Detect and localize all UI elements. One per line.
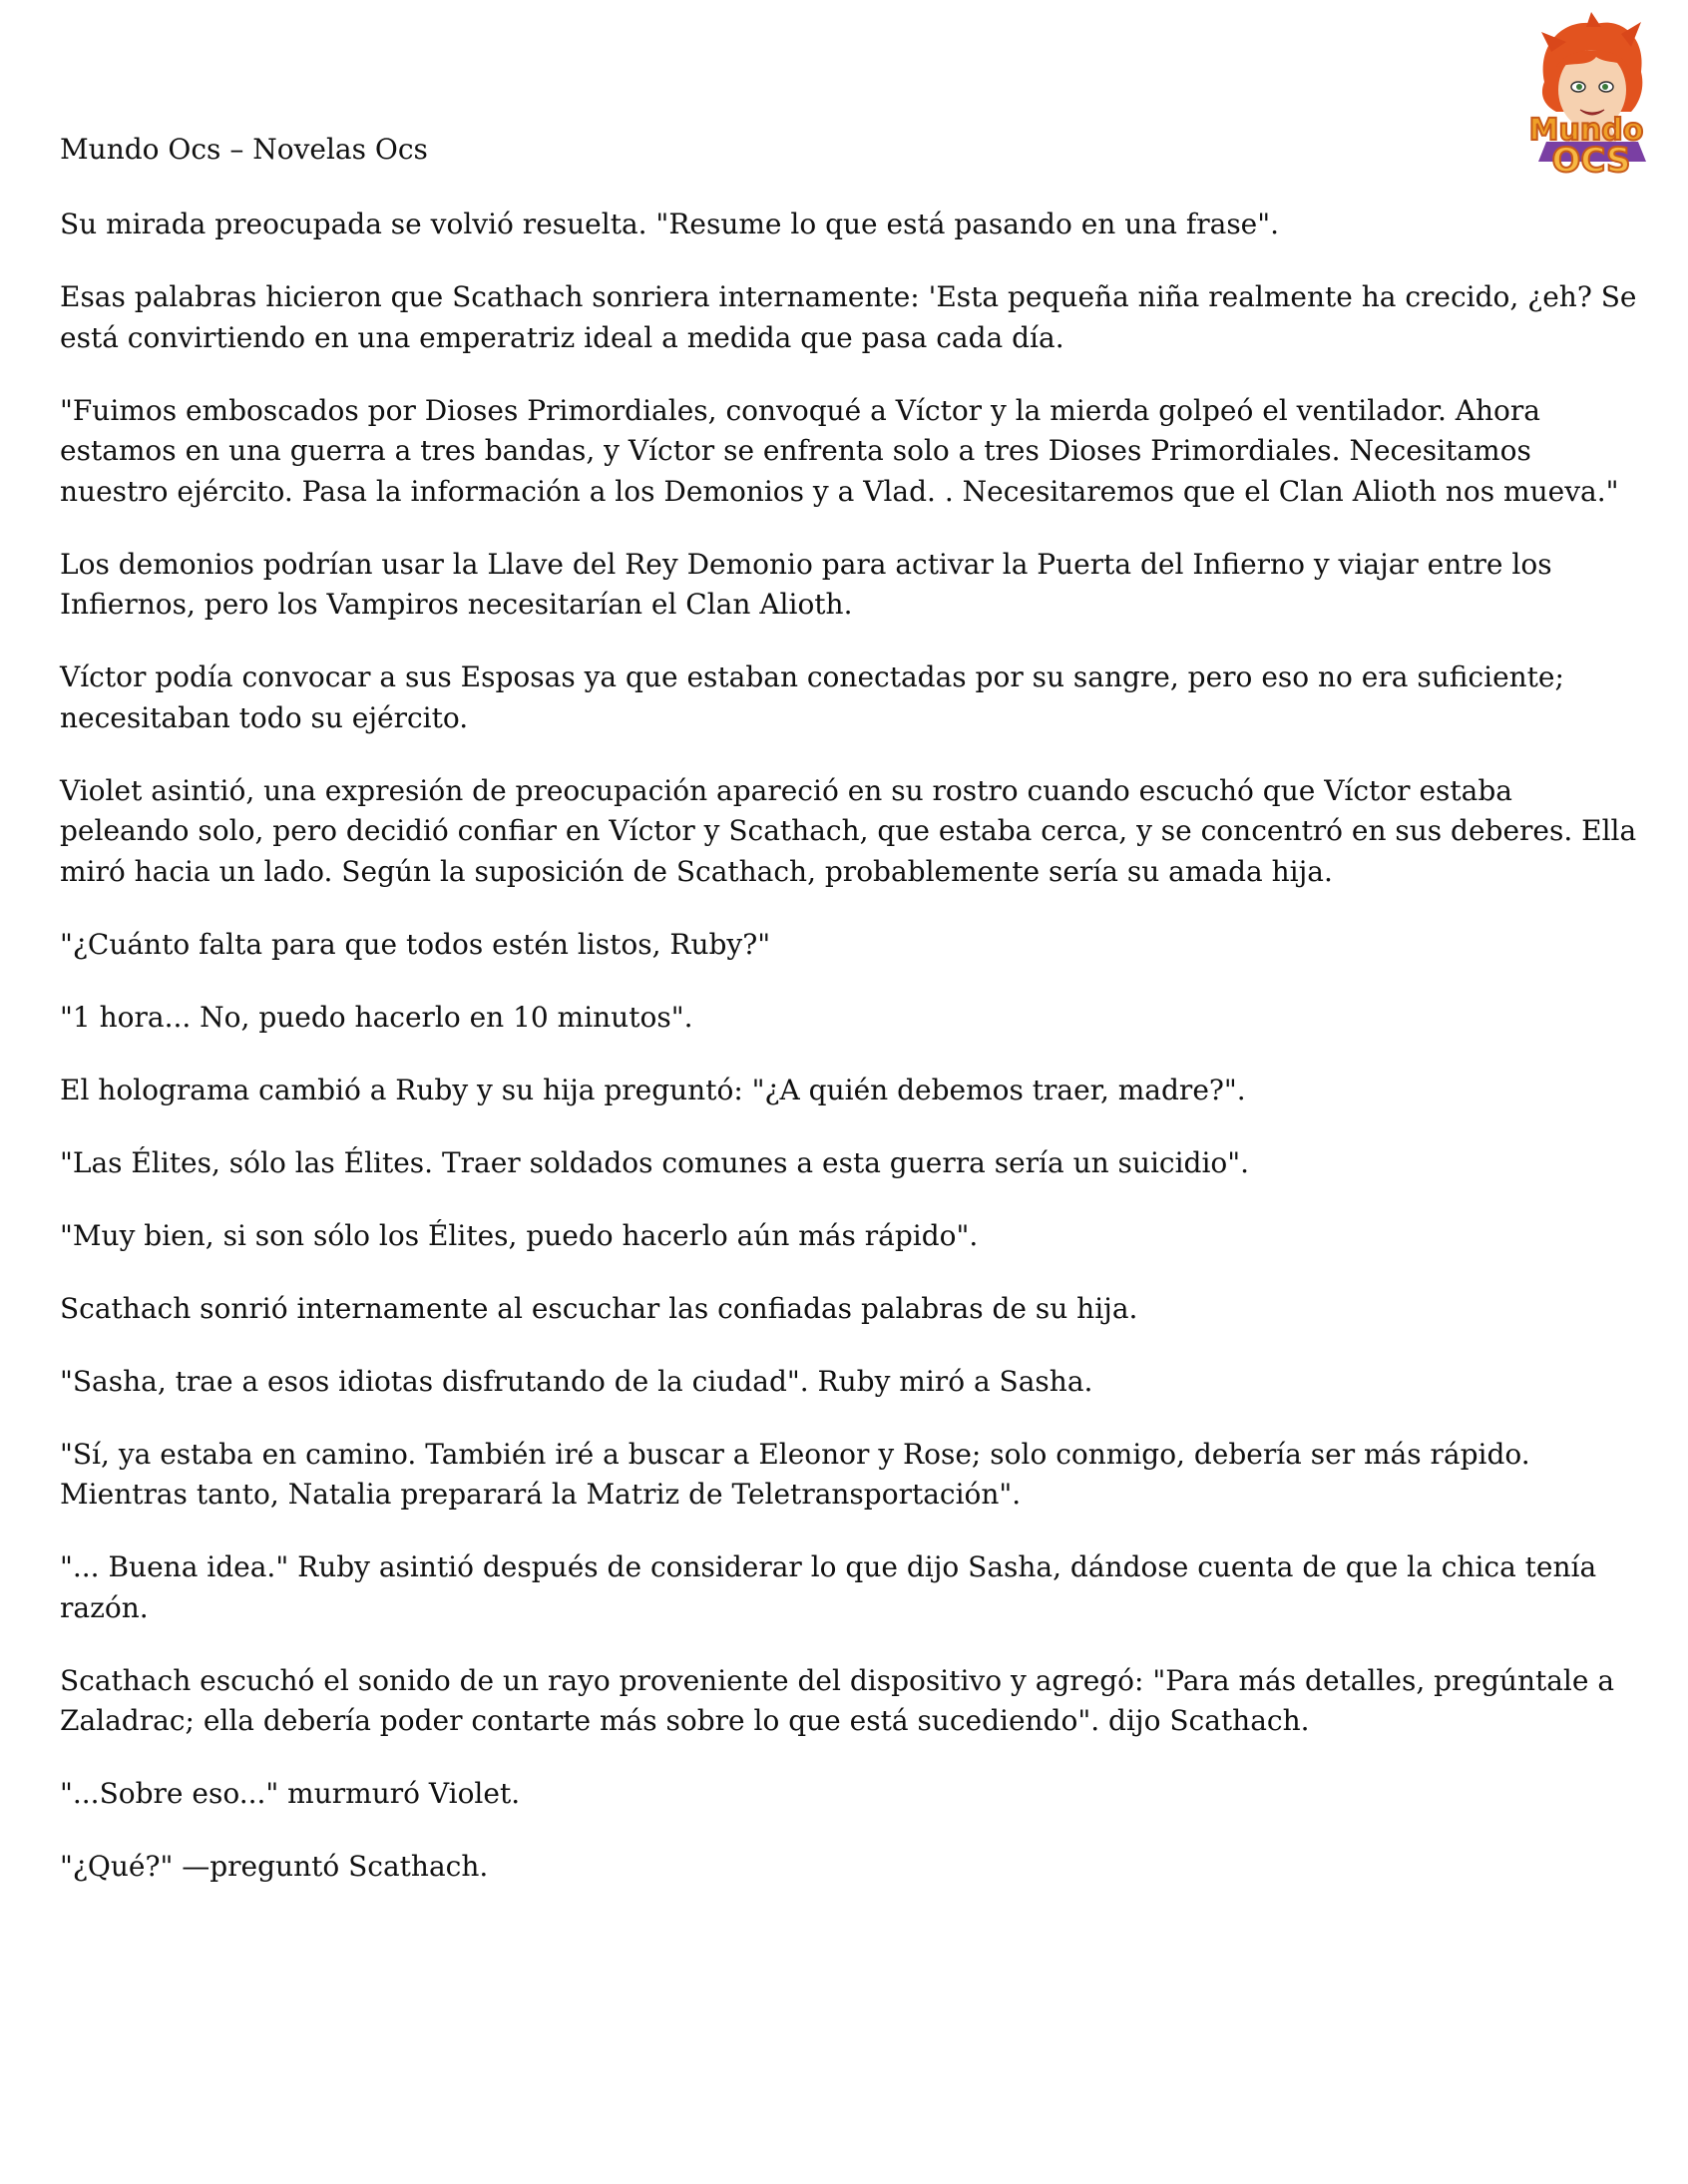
logo-text-ocs: OCS [1551, 141, 1631, 181]
paragraph: "¿Qué?" —preguntó Scathach. [60, 1850, 489, 1883]
paragraph: "Muy bien, si son sólo los Élites, puedo hacerlo aún más rápido". [60, 1218, 979, 1252]
paragraph: Su mirada preocupada se volvió resuelta. "Resume lo que está pasando en una frase". [60, 208, 1280, 240]
paragraph: "Fuimos emboscados por Dioses Primordiales, convoqué a Víctor y la mierda golpeó el ventilador. Ahora estamos en una guerra a tres bandas, y Víctor se enfrenta solo a tres Dioses Primordiales. Necesitamos nuestro ejército. Pasa la información a los Demonios y a Vlad. . Necesitaremos que el Clan Alioth nos mueva." [60, 393, 1619, 508]
paragraph: "... Buena idea." Ruby asintió después de considerar lo que dijo Sasha, dándose cuenta de que la chica tenía razón. [60, 1550, 1597, 1624]
paragraph: "Sasha, trae a esos idiotas disfrutando de la ciudad". Ruby miró a Sasha. [60, 1364, 1093, 1398]
paragraph: Víctor podía convocar a sus Esposas ya que estaban conectadas por su sangre, pero eso no era suficiente; necesitaban todo su ejército. [60, 660, 1564, 734]
paragraph: "1 hora... No, puedo hacerlo en 10 minutos". [60, 1000, 693, 1034]
paragraph: Esas palabras hicieron que Scathach sonriera internamente: 'Esta pequeña niña realmente ha crecido, ¿eh? Se está convirtiendo en una emperatriz ideal a medida que pasa cada día. [60, 280, 1637, 354]
logo-text-mundo: Mundo [1528, 113, 1644, 148]
document-header: Mundo Ocs – Novelas Ocs [60, 133, 428, 166]
paragraph: "¿Cuánto falta para que todos estén listos, Ruby?" [60, 927, 771, 961]
paragraph: Los demonios podrían usar la Llave del Rey Demonio para activar la Puerta del Infierno y viajar entre los Infiernos, pero los Vampiros necesitarían el Clan Alioth. [60, 547, 1552, 621]
paragraph: "Las Élites, sólo las Élites. Traer soldados comunes a esta guerra sería un suicidio". [60, 1145, 1250, 1179]
paragraph: Violet asintió, una expresión de preocupación apareció en su rostro cuando escuchó que Víctor estaba peleando solo, pero decidió confiar en Víctor y Scathach, que estaba cerca, y se concentró en sus deberes. Ella miró hacia un lado. Según la suposición de Scathach, probablemente sería su amada hija. [60, 773, 1637, 888]
paragraph: El holograma cambió a Ruby y su hija preguntó: "¿A quién debemos traer, madre?". [60, 1073, 1246, 1106]
mundo-ocs-logo [1496, 12, 1676, 182]
document-body [60, 205, 1646, 1920]
paragraph: Scathach sonrió internamente al escuchar las confiadas palabras de su hija. [60, 1291, 1138, 1325]
paragraph: "...Sobre eso..." murmuró Violet. [60, 1777, 521, 1810]
paragraph: Scathach escuchó el sonido de un rayo proveniente del dispositivo y agregó: "Para más detalles, pregúntale a Zaladrac; ella debería poder contarte más sobre lo que está sucediendo". dijo Scathach. [60, 1663, 1615, 1737]
paragraph: "Sí, ya estaba en camino. También iré a buscar a Eleonor y Rose; solo conmigo, debería ser más rápido. Mientras tanto, Natalia preparará la Matriz de Teletransportación". [60, 1437, 1530, 1511]
